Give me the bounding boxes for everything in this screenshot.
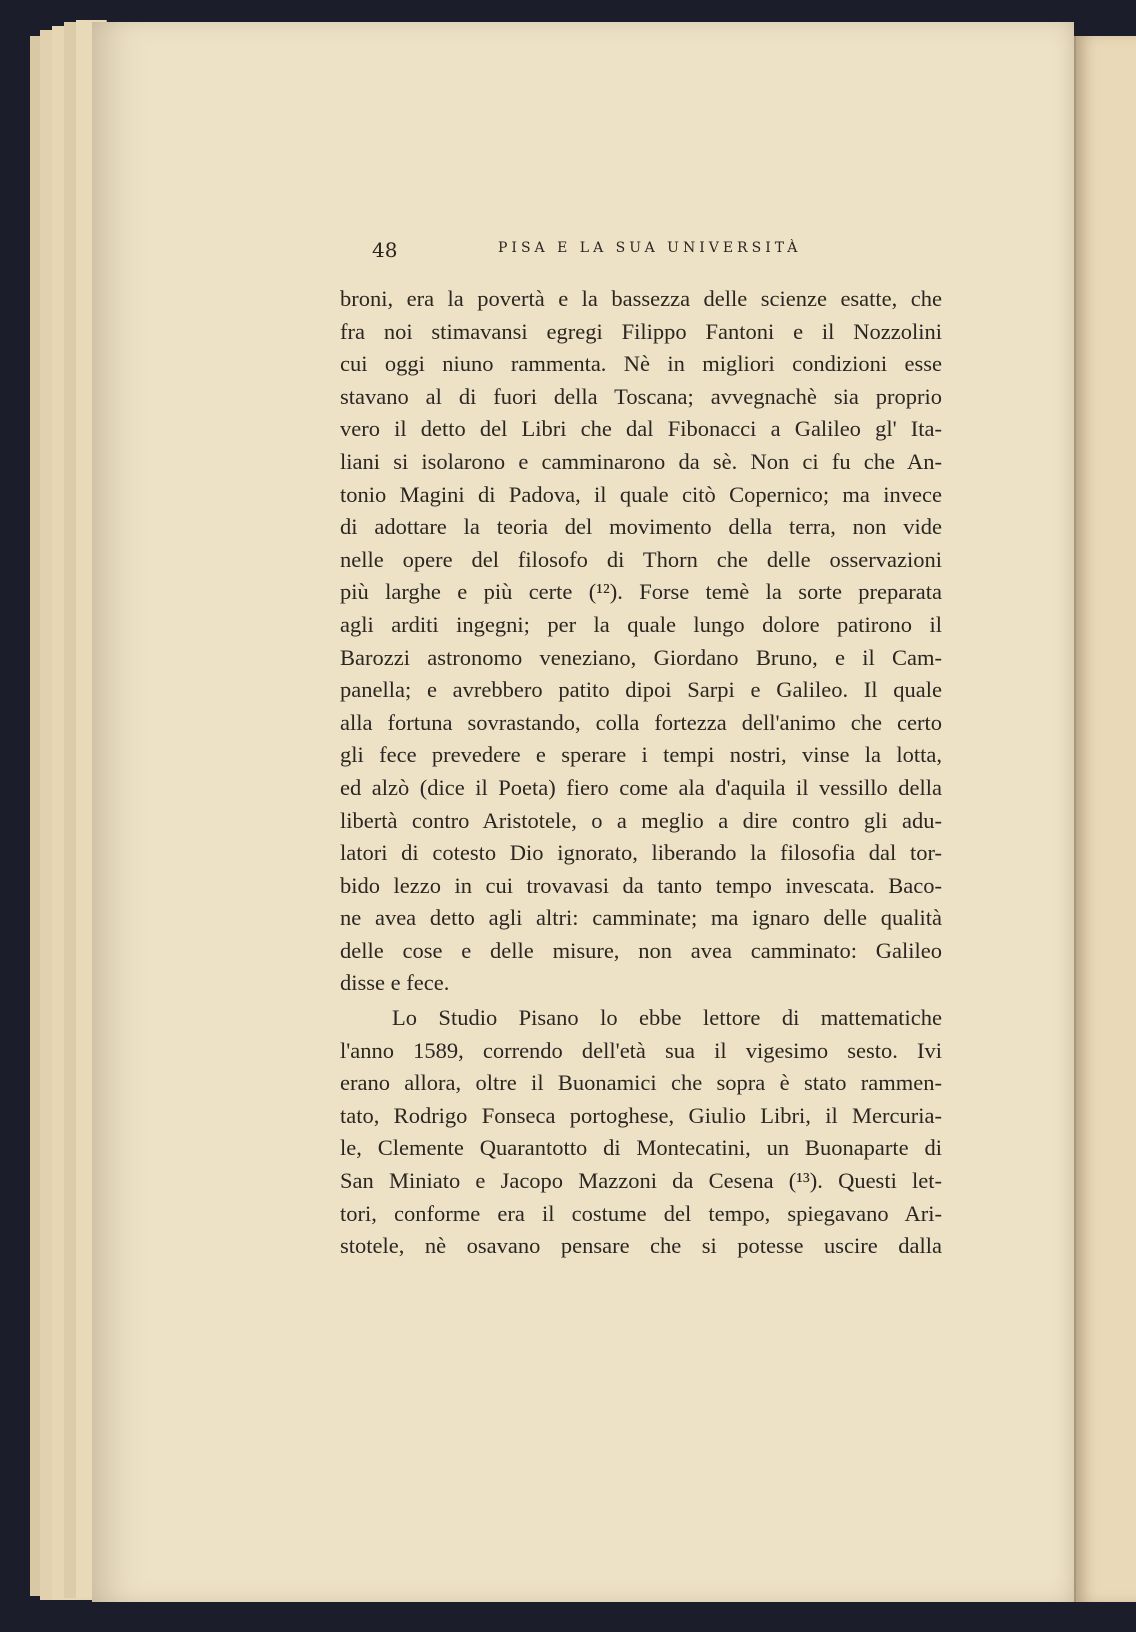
text-line: tato, Rodrigo Fonseca portoghese, Giulio Libri, il Mercuria-	[340, 1102, 942, 1128]
text-line: agli arditi ingegni; per la quale lungo dolore patirono il	[340, 611, 942, 637]
paragraph	[340, 1002, 942, 1263]
text-line: delle cose e delle misure, non avea camminato: Galileo	[340, 937, 942, 963]
text-line: di adottare la teoria del movimento della terra, non vide	[340, 514, 942, 540]
text-line: Lo Studio Pisano lo ebbe lettore di mattematiche	[392, 1005, 942, 1031]
text-line: tori, conforme era il costume del tempo, spiegavano Ari-	[340, 1200, 942, 1226]
text-line: erano allora, oltre il Buonamici che sopra è stato rammen-	[340, 1070, 942, 1096]
body-text	[340, 283, 942, 1263]
page-number: 48	[372, 238, 398, 262]
text-line: liani si isolarono e camminarono da sè. Non ci fu che An-	[340, 448, 942, 474]
text-line: latori di cotesto Dio ignorato, liberando la filosofia dal tor-	[340, 840, 942, 866]
text-line: ed alzò (dice il Poeta) fiero come ala d'aquila il vessillo della	[340, 774, 942, 800]
text-line: gli fece prevedere e sperare i tempi nostri, vinse la lotta,	[340, 742, 942, 768]
text-line: cui oggi niuno rammenta. Nè in migliori condizioni esse	[340, 351, 942, 377]
text-line: stavano al di fuori della Toscana; avvegnachè sia proprio	[340, 383, 942, 409]
text-line: nelle opere del filosofo di Thorn che delle osservazioni	[340, 546, 942, 572]
text-line: libertà contro Aristotele, o a meglio a dire contro gli adu-	[340, 807, 942, 833]
page-header	[340, 238, 940, 268]
text-line: San Miniato e Jacopo Mazzoni da Cesena (¹³). Questi let-	[340, 1168, 942, 1194]
text-line: ne avea detto agli altri: camminate; ma ignaro delle qualità	[340, 905, 942, 931]
text-line: più larghe e più certe (¹²). Forse temè la sorte preparata	[340, 579, 942, 605]
text-line: tonio Magini di Padova, il quale citò Copernico; ma invece	[340, 481, 942, 507]
running-title: PISA E LA SUA UNIVERSITÀ	[498, 240, 802, 256]
text-line: Barozzi astronomo veneziano, Giordano Bruno, e il Cam-	[340, 644, 942, 670]
text-line: stotele, nè osavano pensare che si potesse uscire dalla	[340, 1233, 942, 1259]
text-line: disse e fece.	[340, 970, 450, 996]
text-line: fra noi stimavansi egregi Filippo Fantoni e il Nozzolini	[340, 318, 942, 344]
next-page-edge	[1074, 36, 1136, 1602]
text-line: bido lezzo in cui trovavasi da tanto tempo invescata. Baco-	[340, 872, 942, 898]
text-line: le, Clemente Quarantotto di Montecatini, un Buonaparte di	[340, 1135, 942, 1161]
text-line: l'anno 1589, correndo dell'età sua il vigesimo sesto. Ivi	[340, 1037, 942, 1063]
text-line: vero il detto del Libri che dal Fibonacci a Galileo gl' Ita-	[340, 416, 942, 442]
text-line: panella; e avrebbero patito dipoi Sarpi e Galileo. Il quale	[340, 677, 942, 703]
text-line: broni, era la povertà e la bassezza delle scienze esatte, che	[340, 286, 942, 311]
paragraph	[340, 283, 942, 1000]
text-line: alla fortuna sovrastando, colla fortezza dell'animo che certo	[340, 709, 942, 735]
